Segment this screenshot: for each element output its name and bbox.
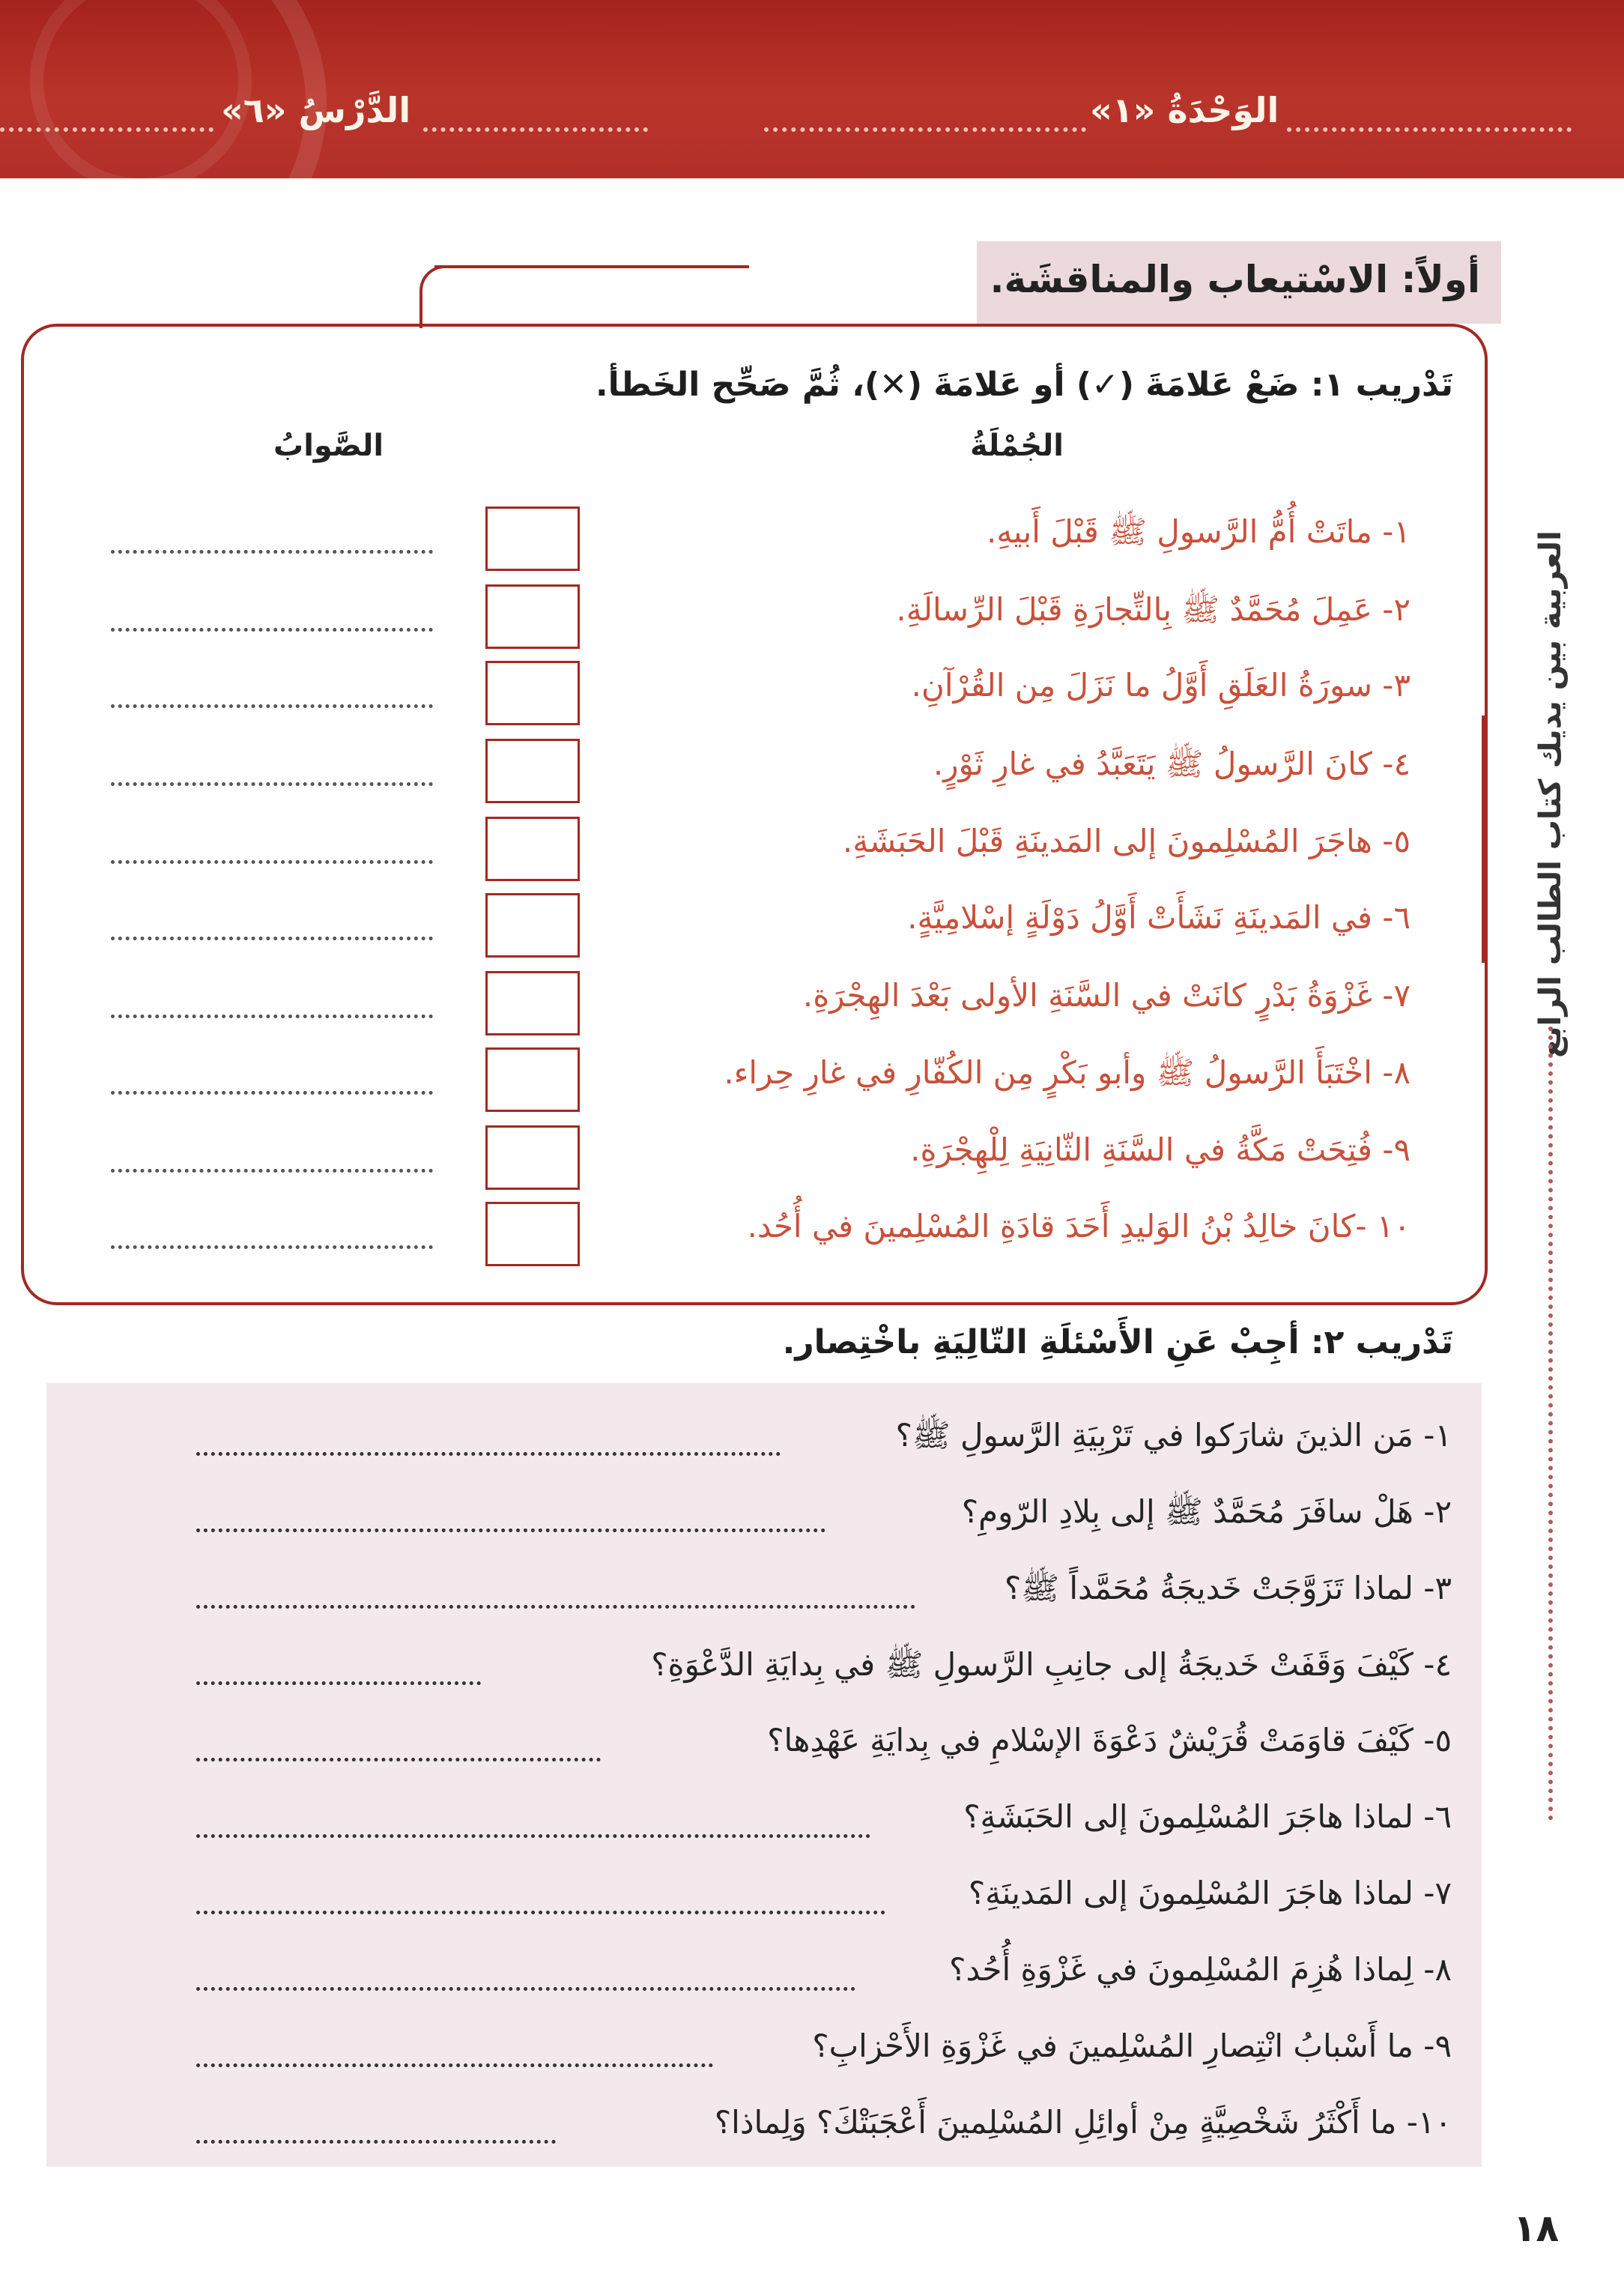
- sentence-text: ٢- عَمِلَ مُحَمَّدٌ ﷺ بِالتِّجارَةِ قَبْلَ الرِّسالَةِ.: [896, 591, 1411, 628]
- sentence-row: [0, 1202, 1624, 1271]
- check-box[interactable]: [485, 893, 580, 958]
- question-row: [0, 2020, 1624, 2095]
- correction-line[interactable]: [111, 1245, 433, 1249]
- sentence-row: [0, 817, 1624, 886]
- sentence-text: ٦- في المَدينَةِ نَشَأَتْ أَوَّلُ دَوْلَةٍ إسْلامِيَّةٍ.: [907, 899, 1411, 936]
- check-box[interactable]: [485, 971, 580, 1035]
- column-header-correction: الصَّوابُ: [273, 429, 384, 463]
- header-dots: [423, 127, 648, 132]
- question-text: ٨- لِماذا هُزِمَ المُسْلِمونَ في غَزْوَةِ أُحُد؟: [949, 1951, 1452, 1988]
- question-text: ٣- لماذا تَزَوَّجَتْ خَديجَةُ مُحَمَّداً ﷺ؟: [1004, 1570, 1452, 1606]
- correction-line[interactable]: [111, 860, 433, 864]
- question-text: ٦- لماذا هاجَرَ المُسْلِمونَ إلى الحَبَشَةِ؟: [963, 1798, 1452, 1835]
- tab-curve: [419, 265, 452, 328]
- page-header: [0, 0, 1624, 178]
- sentence-row: [0, 584, 1624, 653]
- sentence-row: [0, 971, 1624, 1040]
- sentence-text: ٨- اخْتَبَأَ الرَّسولُ ﷺ وأبو بَكْرٍ مِن الكُفّارِ في غارِ حِراء.: [724, 1054, 1411, 1091]
- sentence-row: [0, 506, 1624, 575]
- answer-line[interactable]: [196, 1987, 855, 1991]
- unit-label: الوَحْدَةُ «١»: [1090, 90, 1279, 130]
- question-row: [0, 1485, 1624, 1560]
- correction-line[interactable]: [111, 937, 433, 940]
- header-dots: [764, 127, 1086, 132]
- check-box[interactable]: [485, 1202, 580, 1266]
- question-row: [0, 1638, 1624, 1713]
- answer-line[interactable]: [196, 2063, 713, 2067]
- check-box[interactable]: [485, 506, 580, 571]
- side-divider: [1482, 716, 1485, 963]
- answer-line[interactable]: [196, 1452, 781, 1456]
- check-box[interactable]: [485, 739, 580, 803]
- question-text: ٤- كَيْفَ وَقَفَتْ خَديجَةُ إلى جانِبِ الرَّسولِ ﷺ في بِدايَةِ الدَّعْوَةِ؟: [651, 1646, 1452, 1683]
- section-heading: [977, 241, 1501, 324]
- sentence-text: ٩- فُتِحَتْ مَكَّةُ في السَّنَةِ الثّانِيَةِ لِلْهِجْرَةِ.: [910, 1131, 1411, 1168]
- sentence-text: ١- ماتَتْ أُمُّ الرَّسولِ ﷺ قَبْلَ أَبيهِ.: [987, 513, 1411, 550]
- header-dots: [0, 127, 213, 132]
- answer-line[interactable]: [196, 1911, 885, 1914]
- question-text: ٥- كَيْفَ قاوَمَتْ قُرَيْشٌ دَعْوَةَ الإسْلامِ في بِدايَةِ عَهْدِها؟: [767, 1722, 1452, 1759]
- decorative-swirl: [30, 0, 252, 178]
- question-row: [0, 1561, 1624, 1636]
- answer-line[interactable]: [196, 1605, 915, 1609]
- sentence-text: ٥- هاجَرَ المُسْلِمونَ إلى المَدينَةِ قَبْلَ الحَبَشَةِ.: [842, 823, 1411, 859]
- correction-line[interactable]: [111, 550, 433, 554]
- section-heading-text: أولاً: الاسْتيعاب والمناقشَة.: [990, 258, 1480, 301]
- question-text: ١- مَن الذينَ شارَكوا في تَرْبِيَةِ الرَّسولِ ﷺ؟: [895, 1417, 1452, 1454]
- side-dots: [1548, 1026, 1553, 1821]
- question-row: [0, 1409, 1624, 1484]
- question-row: [0, 1714, 1624, 1789]
- sentence-row: [0, 661, 1624, 730]
- question-text: ١٠- ما أَكْثَرُ شَخْصِيَّةٍ مِنْ أوائِلِ المُسْلِمينَ أَعْجَبَتْكَ؟ وَلِماذا؟: [714, 2104, 1452, 2141]
- answer-line[interactable]: [196, 1528, 825, 1532]
- question-text: ٢- هَلْ سافَرَ مُحَمَّدٌ ﷺ إلى بِلادِ الرّومِ؟: [961, 1493, 1452, 1530]
- column-header-sentence: الجُمْلَةُ: [970, 429, 1064, 463]
- correction-line[interactable]: [111, 628, 433, 632]
- correction-line[interactable]: [111, 1014, 433, 1018]
- sentence-row: [0, 1047, 1624, 1116]
- exercise2-title: تَدْريب ٢: أجِبْ عَنِ الأَسْئلَةِ التّالِيَةِ باخْتِصار.: [782, 1323, 1453, 1361]
- question-row: [0, 1867, 1624, 1942]
- header-dots: [1287, 127, 1572, 132]
- answer-line[interactable]: [196, 1758, 601, 1762]
- lesson-label: الدَّرْسُ «٦»: [221, 90, 411, 130]
- book-title-text: العربية بين يديك كتاب الطالب الرابع: [1533, 530, 1568, 1058]
- tab-line: [434, 265, 749, 268]
- correction-line[interactable]: [111, 704, 433, 708]
- sentence-text: ١٠ -كانَ خالِدُ بْنُ الوَليدِ أَحَدَ قادَةِ المُسْلِمينَ في أُحُد.: [747, 1208, 1411, 1245]
- correction-line[interactable]: [111, 782, 433, 786]
- check-box[interactable]: [485, 661, 580, 725]
- exercise1-title: تَدْريب ١: ضَعْ عَلامَةَ (✓) أو عَلامَةَ (✕)، ثُمَّ صَحِّح الخَطأ.: [595, 366, 1453, 404]
- correction-line[interactable]: [111, 1091, 433, 1095]
- sentence-row: [0, 1125, 1624, 1194]
- sentence-row: [0, 739, 1624, 808]
- check-box[interactable]: [485, 817, 580, 881]
- check-box[interactable]: [485, 584, 580, 649]
- question-row: [0, 2096, 1624, 2171]
- question-row: [0, 1791, 1624, 1866]
- sentence-text: ٤- كانَ الرَّسولُ ﷺ يَتَعَبَّدُ في غارِ ثَوْرٍ.: [933, 746, 1411, 782]
- check-box[interactable]: [485, 1047, 580, 1112]
- sentence-text: ٣- سورَةُ العَلَقِ أَوَّلُ ما نَزَلَ مِن القُرْآنِ.: [911, 667, 1411, 704]
- check-box[interactable]: [485, 1125, 580, 1190]
- answer-line[interactable]: [196, 1681, 481, 1685]
- question-text: ٧- لماذا هاجَرَ المُسْلِمونَ إلى المَدينَةِ؟: [968, 1875, 1452, 1911]
- correction-line[interactable]: [111, 1169, 433, 1173]
- sentence-text: ٧- غَزْوَةُ بَدْرٍ كانَتْ في السَّنَةِ الأولى بَعْدَ الهِجْرَةِ.: [802, 977, 1411, 1014]
- question-row: [0, 1944, 1624, 2019]
- book-title-vertical: [1528, 530, 1573, 1058]
- page-number: ١٨: [1513, 2207, 1560, 2250]
- answer-line[interactable]: [196, 2140, 556, 2144]
- question-text: ٩- ما أَسْبابُ انْتِصارِ المُسْلِمينَ في غَزْوَةِ الأَحْزابِ؟: [812, 2027, 1452, 2064]
- sentence-row: [0, 893, 1624, 962]
- answer-line[interactable]: [196, 1834, 870, 1838]
